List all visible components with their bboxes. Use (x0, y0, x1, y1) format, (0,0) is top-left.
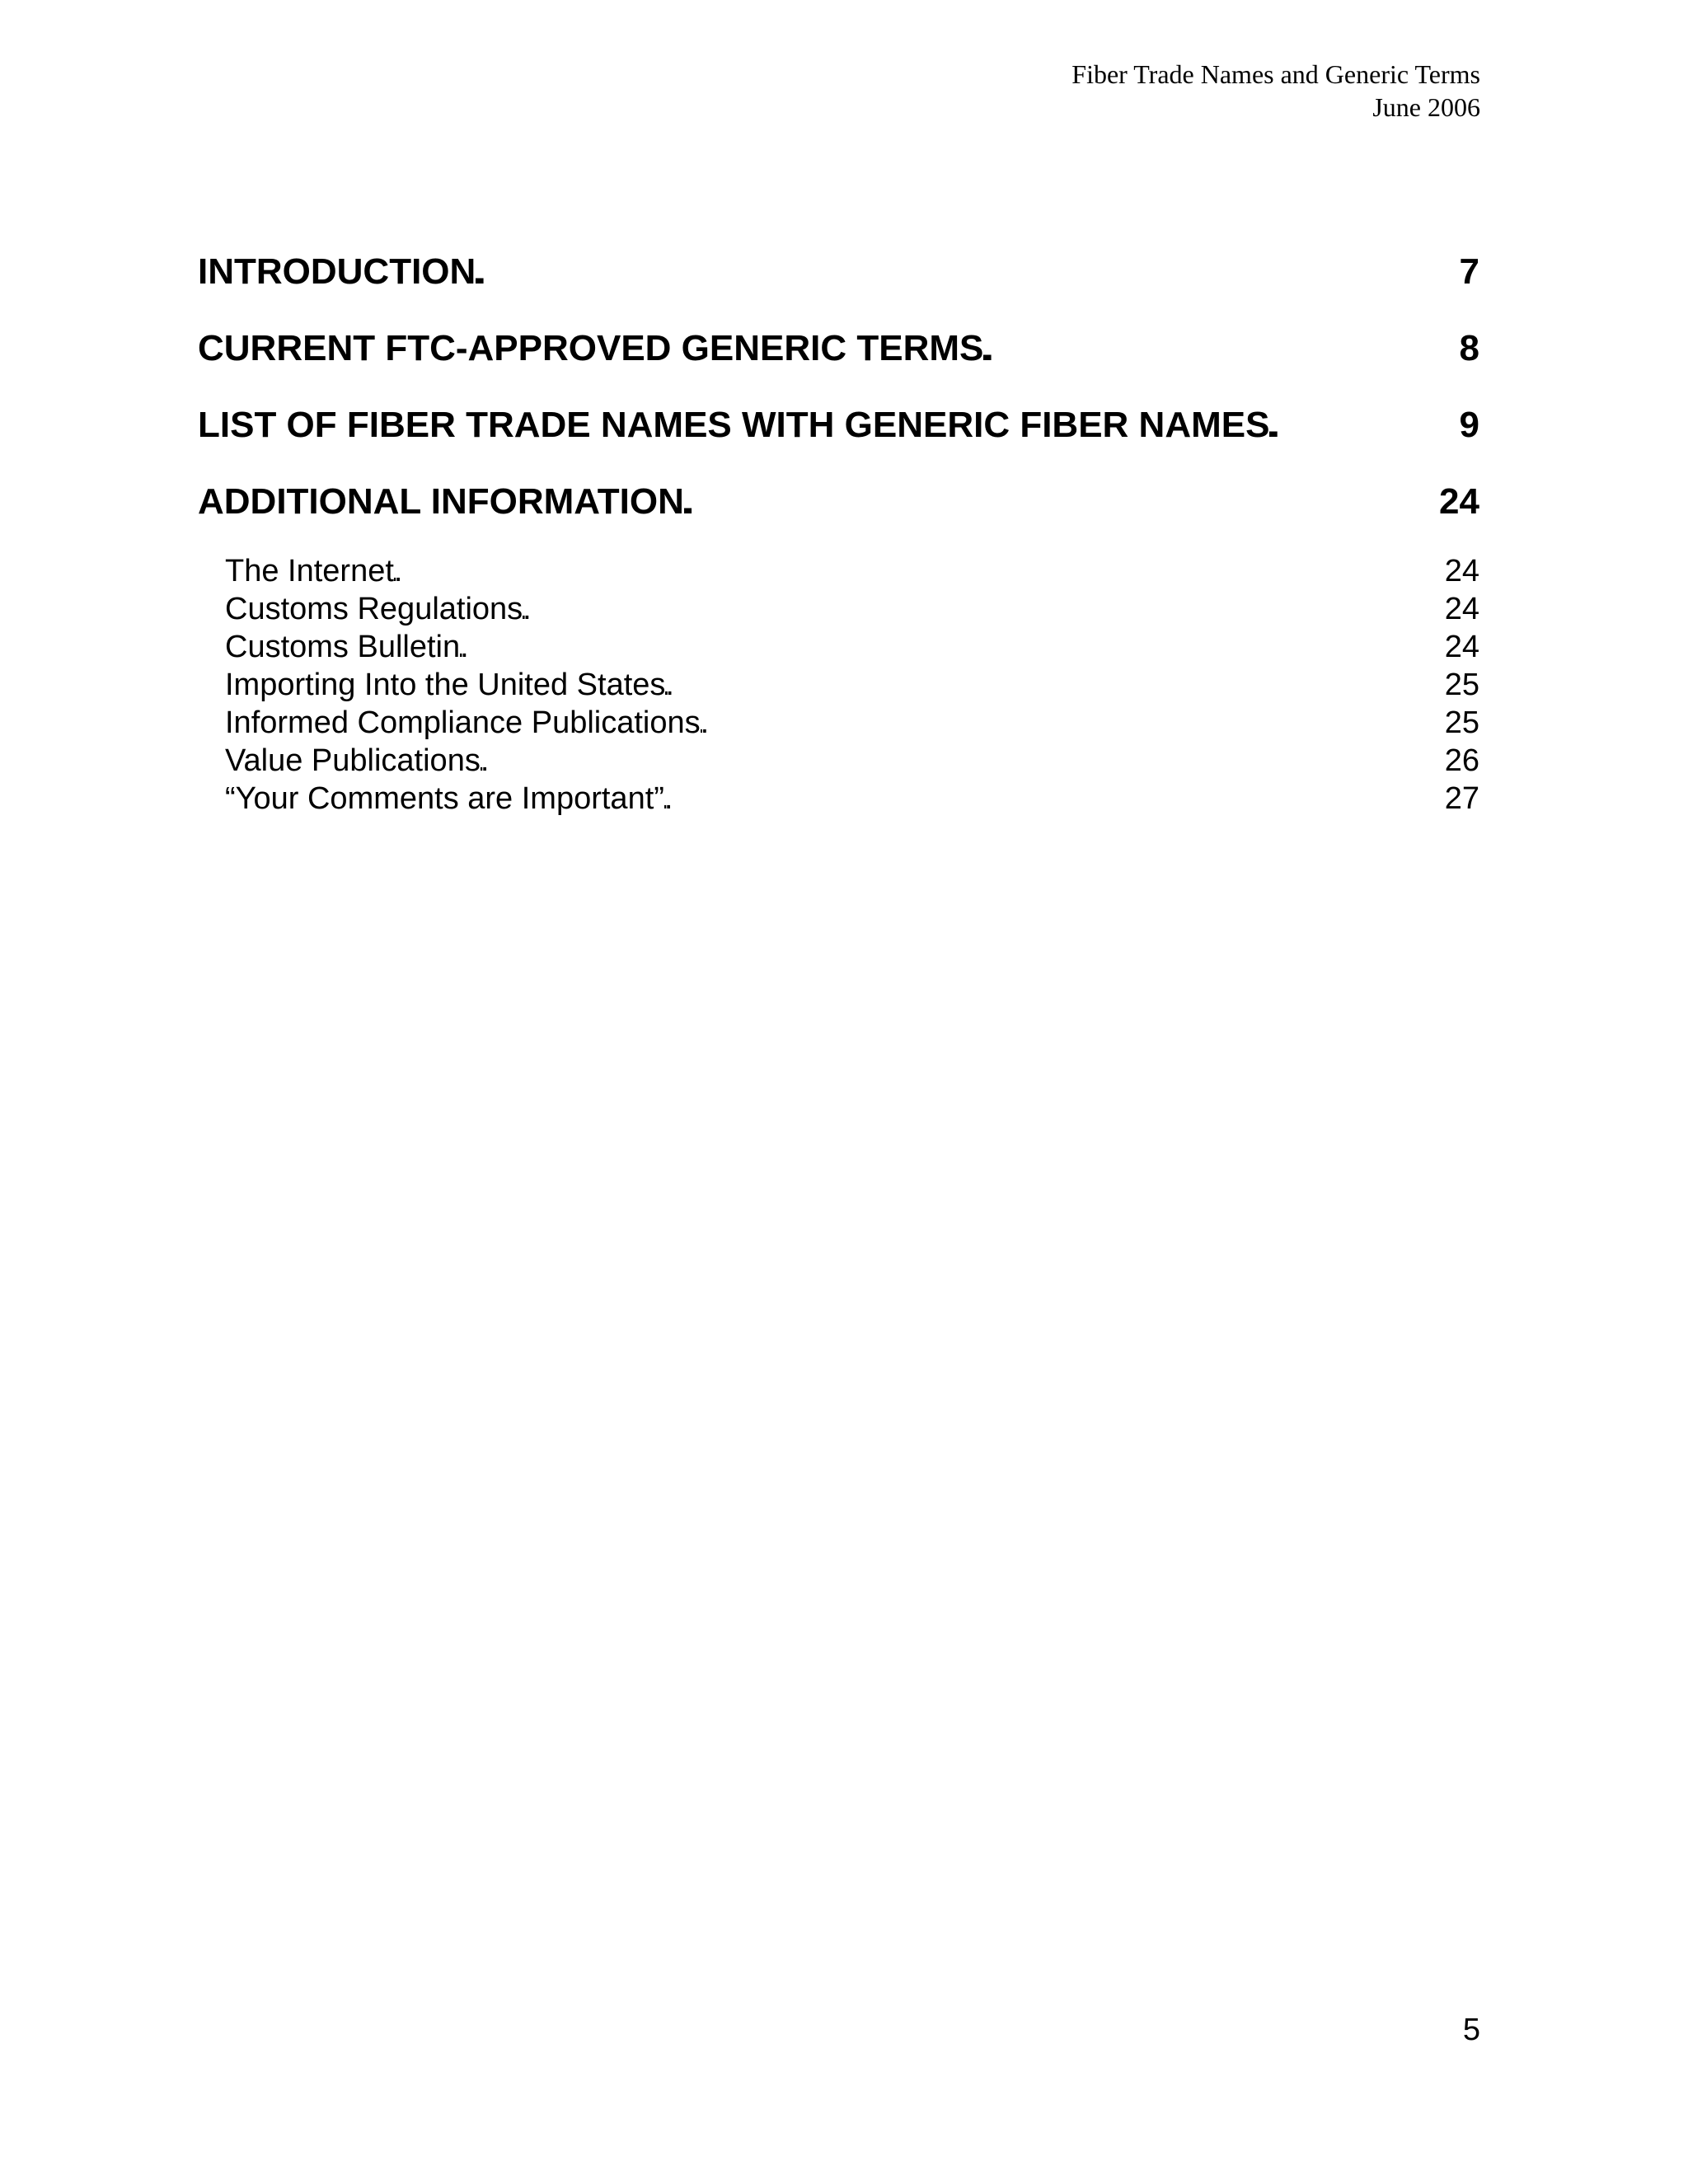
toc-subentry-title: Importing Into the United States (225, 668, 666, 702)
toc-entry-generic-terms[interactable] (198, 322, 1479, 399)
toc-subentry-page: 24 (1444, 554, 1479, 588)
toc-subentry-your-comments[interactable] (198, 780, 1479, 818)
toc-subentry-page: 25 (1444, 705, 1479, 740)
toc-entry-additional-information[interactable] (198, 476, 1479, 552)
page-number: 5 (1462, 2013, 1480, 2047)
toc-entry-introduction[interactable] (198, 246, 1479, 322)
toc-subentry-title: The Internet (225, 554, 394, 588)
dot-leader (476, 246, 1454, 298)
dot-leader (983, 322, 1454, 375)
toc-entry-title: INTRODUCTION (198, 251, 476, 292)
toc-subentry-title: “Your Comments are Important” (225, 781, 664, 816)
toc-subentry-page: 24 (1444, 592, 1479, 626)
table-of-contents (198, 246, 1479, 818)
toc-entry-page: 9 (1459, 405, 1479, 445)
toc-entry-trade-names-list[interactable] (198, 399, 1479, 476)
toc-subentry-value-publications[interactable] (198, 742, 1479, 780)
toc-subentry-page: 27 (1444, 781, 1479, 816)
toc-subentry-page: 25 (1444, 668, 1479, 702)
toc-subentry-customs-regulations[interactable] (198, 590, 1479, 628)
toc-subentry-internet[interactable] (198, 552, 1479, 590)
document-title: Fiber Trade Names and Generic Terms (1071, 59, 1480, 89)
toc-entry-title: LIST OF FIBER TRADE NAMES WITH GENERIC FIBER NAMES (198, 405, 1270, 445)
toc-subentry-title: Value Publications (225, 743, 481, 778)
toc-subentry-customs-bulletin[interactable] (198, 628, 1479, 666)
toc-subentry-title: Customs Bulletin (225, 630, 461, 664)
dot-leader (665, 666, 1439, 704)
toc-entry-page: 7 (1459, 251, 1479, 292)
toc-entry-title: CURRENT FTC-APPROVED GENERIC TERMS (198, 328, 984, 368)
toc-subentry-title: Customs Regulations (225, 592, 523, 626)
dot-leader (664, 780, 1440, 818)
dot-leader (394, 552, 1440, 590)
dot-leader (1269, 399, 1454, 452)
document-date: June 2006 (1372, 92, 1480, 122)
toc-subentry-page: 26 (1444, 743, 1479, 778)
toc-subentry-importing[interactable] (198, 666, 1479, 704)
toc-entry-page: 24 (1439, 481, 1479, 522)
toc-entry-page: 8 (1459, 328, 1479, 368)
toc-subentry-title: Informed Compliance Publications (225, 705, 701, 740)
dot-leader (523, 590, 1440, 628)
toc-subentry-page: 24 (1444, 630, 1479, 664)
dot-leader (684, 476, 1434, 528)
dot-leader (460, 628, 1440, 666)
running-header (1071, 58, 1480, 124)
toc-entry-title: ADDITIONAL INFORMATION (198, 481, 684, 522)
dot-leader (701, 704, 1440, 742)
toc-subentry-compliance-publications[interactable] (198, 704, 1479, 742)
dot-leader (481, 742, 1440, 780)
